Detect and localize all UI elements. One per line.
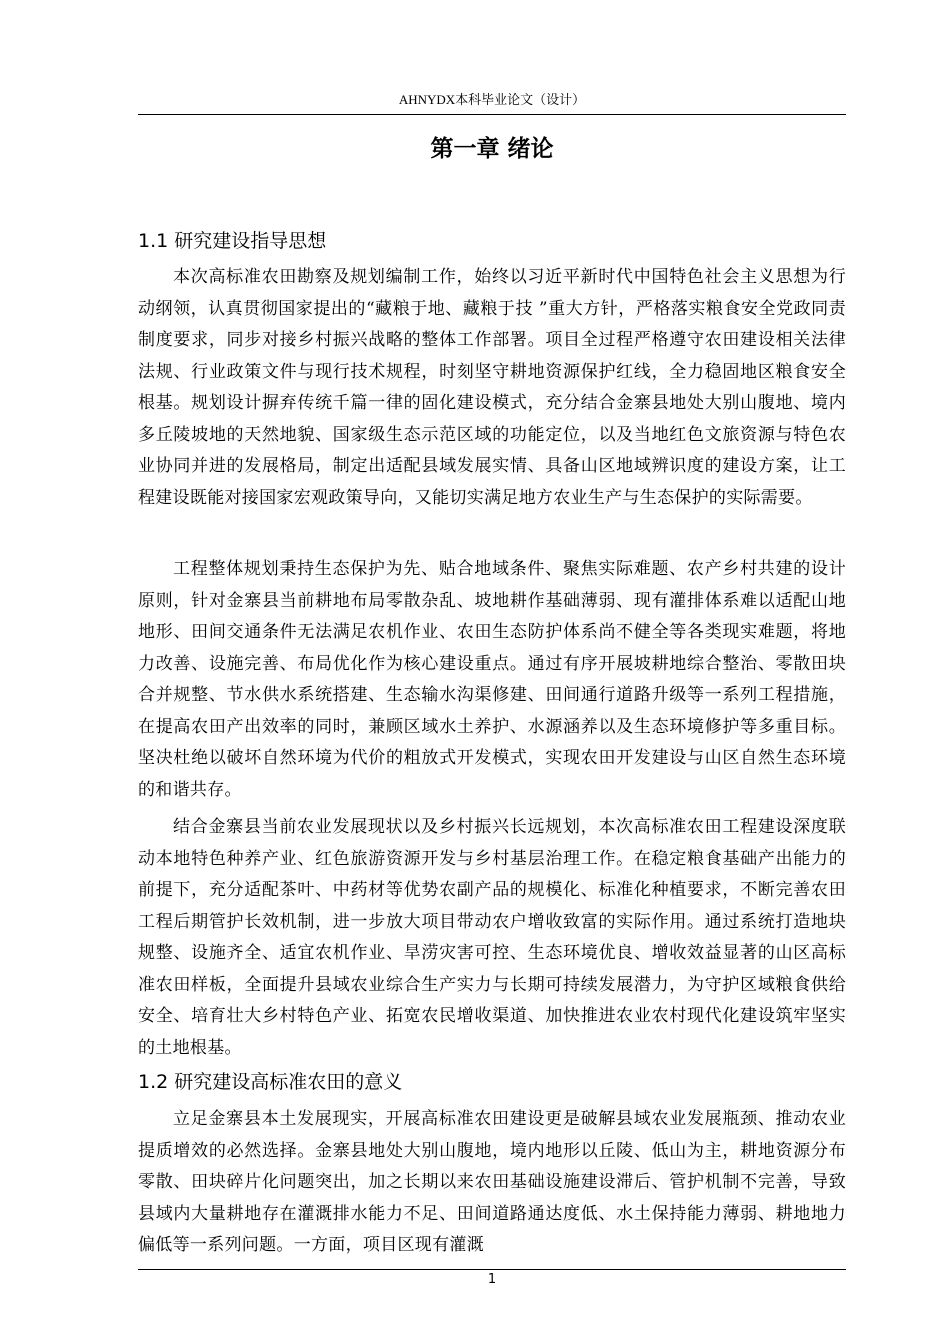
page-number: 1 bbox=[487, 1272, 497, 1287]
footer-divider bbox=[138, 1269, 846, 1270]
header-divider bbox=[138, 114, 846, 115]
running-header: AHNYDX本科毕业论文（设计） bbox=[398, 92, 586, 107]
paragraph: 立足金寨县本土发展现实，开展高标准农田建设更是破解县域农业发展瓶颈、推动农业提质增效的必然选择。金寨县地处大别山腹地，境内地形以丘陵、低山为主，耕地资源分布零散、田块碎片化问题突出，加之长期以来农田基础设施建设滞后、管护机制不完善，导致县域内大量耕地存在灌溉排水能力不足、田间道路通达度低、水土保持能力薄弱、耕地地力偏低等一系列问题。一方面，项目区现有灌溉 bbox=[138, 1109, 846, 1255]
section-title-1-2: 1.2 研究建设高标准农田的意义 bbox=[138, 1071, 403, 1093]
paragraph: 结合金寨县当前农业发展现状以及乡村振兴长远规划，本次高标准农田工程建设深度联动本地特色种养产业、红色旅游资源开发与乡村基层治理工作。在稳定粮食基础产出能力的前提下，充分适配茶叶、中药材等优势农副产品的规模化、标准化种植要求，不断完善农田工程后期管护长效机制，进一步放大项目带动农户增收致富的实际作用。通过系统打造地块规整、设施齐全、适宜农机作业、旱涝灾害可控、生态环境优良、增收效益显著的山区高标准农田样板，全面提升县域农业综合生产实力与长期可持续发展潜力，为守护区域粮食供给安全、培育壮大乡村特色产业、拓宽农民增收渠道、加快推进农业农村现代化建设筑牢坚实的土地根基。 bbox=[138, 817, 846, 1058]
paragraph: 工程整体规划秉持生态保护为先、贴合地域条件、聚焦实际难题、农产乡村共建的设计原则，针对金寨县当前耕地布局零散杂乱、坡地耕作基础薄弱、现有灌排体系难以适配山地地形、田间交通条件无法满足农机作业、农田生态防护体系尚不健全等各类现实难题，将地力改善、设施完善、布局优化作为核心建设重点。通过有序开展坡耕地综合整治、零散田块合并规整、节水供水系统搭建、生态输水沟渠修建、田间通行道路升级等一系列工程措施，在提高农田产出效率的同时，兼顾区域水土养护、水源涵养以及生态环境修护等多重目标。坚决杜绝以破坏自然环境为代价的粗放式开发模式，实现农田开发建设与山区自然生态环境的和谐共存。 bbox=[138, 559, 846, 800]
paragraph: 本次高标准农田勘察及规划编制工作，始终以习近平新时代中国特色社会主义思想为行动纲领，认真贯彻国家提出的“藏粮于地、藏粮于技 ”重大方针，严格落实粮食安全党政同责制度要求，同步对接乡村振兴战略的整体工作部署。项目全过程严格遵守农田建设相关法律法规、行业政策文件与现行技术规程，时刻坚守耕地资源保护红线，全力稳固地区粮食安全根基。规划设计摒弃传统千篇一律的固化建设模式，充分结合金寨县地处大别山腹地、境内多丘陵坡地的天然地貌、国家级生态示范区域的功能定位，以及当地红色文旅资源与特色农业协同并进的发展格局，制定出适配县域发展实情、具备山区地域辨识度的建设方案，让工程建设既能对接国家宏观政策导向，又能切实满足地方农业生产与生态保护的实际需要。 bbox=[138, 267, 846, 508]
section-title-1-1: 1.1 研究建设指导思想 bbox=[138, 230, 327, 252]
chapter-title: 第一章 绪论 bbox=[430, 136, 554, 162]
